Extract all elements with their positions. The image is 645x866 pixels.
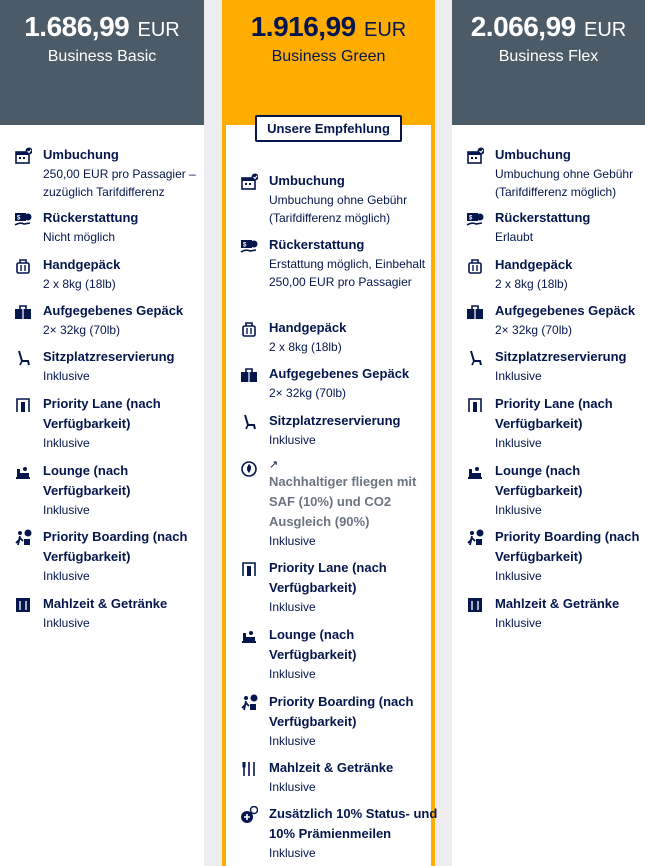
feature-item xyxy=(14,461,198,519)
meal-icon xyxy=(14,596,32,614)
rebook-icon xyxy=(240,173,258,191)
feature-description: Inklusive xyxy=(495,369,542,383)
lounge-icon xyxy=(14,463,32,481)
feature-item xyxy=(14,301,198,339)
checked-baggage-icon xyxy=(466,303,484,321)
refund-icon xyxy=(466,210,484,228)
feature-title: Rückerstattung xyxy=(269,237,365,252)
refund-icon xyxy=(240,237,258,255)
feature-item xyxy=(466,594,639,632)
svg-text:$: $ xyxy=(469,215,473,222)
feature-description: Inklusive xyxy=(269,433,316,447)
feature-description: Inklusive xyxy=(269,534,316,548)
feature-description: Umbuchung ohne Gebühr (Tarifdifferenz möglich) xyxy=(495,167,634,199)
feature-description: Inklusive xyxy=(269,600,316,614)
feature-description: Umbuchung ohne Gebühr (Tarifdifferenz möglich) xyxy=(269,193,408,225)
hand-luggage-icon xyxy=(466,257,484,275)
feature-title: Handgepäck xyxy=(495,257,573,272)
feature-description: Erstattung möglich, Einbehalt 250,00 EUR pro Passagier xyxy=(269,257,426,289)
feature-item xyxy=(466,301,639,339)
feature-item xyxy=(466,208,639,246)
feature-title: Handgepäck xyxy=(269,320,347,335)
seat-icon xyxy=(14,349,32,367)
feature-title: Priority Boarding (nach Verfügbarkeit) xyxy=(495,529,640,564)
rebook-icon xyxy=(14,147,32,165)
feature-item xyxy=(240,318,425,356)
fare-price: 1.916,99 EUR xyxy=(250,11,407,42)
fare-header[interactable] xyxy=(226,0,431,125)
feature-title: Aufgegebenes Gepäck xyxy=(269,366,410,381)
feature-item xyxy=(466,145,639,201)
feature-title: Sitzplatzreservierung xyxy=(495,349,627,364)
feature-title: Rückerstattung xyxy=(43,210,139,225)
fare-column-business-basic[interactable] xyxy=(0,0,204,866)
feature-item xyxy=(14,145,198,201)
feature-description: Inklusive xyxy=(495,436,542,450)
status-miles-icon xyxy=(240,806,258,824)
feature-item xyxy=(466,394,639,452)
recommendation-badge: Unsere Empfehlung xyxy=(255,115,402,142)
feature-title: Mahlzeit & Getränke xyxy=(269,760,394,775)
feature-title: Handgepäck xyxy=(43,257,121,272)
priority-boarding-icon xyxy=(240,694,258,712)
priority-boarding-icon xyxy=(14,529,32,547)
feature-description: Inklusive xyxy=(269,780,316,794)
lounge-icon xyxy=(240,627,258,645)
feature-description: Inklusive xyxy=(43,436,90,450)
fare-price: 2.066,99 EUR xyxy=(470,11,627,42)
feature-description: 2 x 8kg (18lb) xyxy=(495,277,568,291)
priority-boarding-icon xyxy=(466,529,484,547)
feature-description: 2× 32kg (70lb) xyxy=(43,323,121,337)
feature-title: Priority Boarding (nach Verfügbarkeit) xyxy=(269,694,414,729)
feature-description: 2 x 8kg (18lb) xyxy=(43,277,116,291)
feature-title: Umbuchung xyxy=(269,173,345,188)
external-link-icon[interactable]: ↗ xyxy=(269,459,279,471)
feature-item xyxy=(14,527,198,585)
sustainable-icon xyxy=(240,460,258,478)
feature-item xyxy=(240,625,425,683)
feature-description: 2 x 8kg (18lb) xyxy=(269,340,342,354)
feature-item xyxy=(466,347,639,385)
feature-item xyxy=(240,458,425,550)
feature-item xyxy=(240,411,425,449)
fare-name: Business Green xyxy=(271,48,386,65)
feature-title: Priority Lane (nach Verfügbarkeit) xyxy=(495,396,613,431)
feature-title: Lounge (nach Verfügbarkeit) xyxy=(269,627,357,662)
feature-item xyxy=(240,692,425,750)
fare-header[interactable] xyxy=(0,0,204,125)
fare-header[interactable] xyxy=(452,0,645,125)
feature-title[interactable]: Nachhaltiger fliegen mit SAF (10%) und CO2 Ausgleich (90%) xyxy=(269,474,417,529)
feature-title: Zusätzlich 10% Status- und 10% Prämienmeilen xyxy=(269,806,438,841)
fare-column-business-green[interactable] xyxy=(222,0,438,866)
feature-description: 2× 32kg (70lb) xyxy=(269,386,347,400)
feature-title: Aufgegebenes Gepäck xyxy=(43,303,184,318)
feature-description: 250,00 EUR pro Passagier – zuzüglich Tarifdifferenz xyxy=(43,167,196,199)
feature-description: Inklusive xyxy=(269,734,316,748)
feature-item xyxy=(240,235,425,291)
svg-text:$: $ xyxy=(17,215,21,222)
feature-item xyxy=(240,171,425,227)
feature-item xyxy=(240,364,425,402)
seat-icon xyxy=(466,349,484,367)
feature-item xyxy=(466,527,639,585)
feature-description: 2× 32kg (70lb) xyxy=(495,323,573,337)
feature-item xyxy=(14,394,198,452)
feature-description: Inklusive xyxy=(495,569,542,583)
feature-title: Lounge (nach Verfügbarkeit) xyxy=(495,463,583,498)
feature-description: Nicht möglich xyxy=(43,230,116,244)
feature-description: Erlaubt xyxy=(495,230,534,244)
fare-name: Business Basic xyxy=(47,48,157,65)
seat-icon xyxy=(240,413,258,431)
feature-title: Priority Lane (nach Verfügbarkeit) xyxy=(43,396,161,431)
feature-item xyxy=(240,558,425,616)
feature-item xyxy=(240,804,438,862)
checked-baggage-icon xyxy=(240,366,258,384)
feature-title: Sitzplatzreservierung xyxy=(269,413,401,428)
fare-column-business-flex[interactable] xyxy=(452,0,645,866)
feature-description: Inklusive xyxy=(495,503,542,517)
priority-lane-icon xyxy=(240,560,258,578)
feature-title: Umbuchung xyxy=(495,147,571,162)
feature-title: Priority Lane (nach Verfügbarkeit) xyxy=(269,560,387,595)
feature-description: Inklusive xyxy=(43,503,90,517)
feature-item xyxy=(14,255,198,293)
feature-title: Mahlzeit & Getränke xyxy=(495,596,620,611)
feature-description: Inklusive xyxy=(43,616,90,630)
feature-item xyxy=(14,594,198,632)
cutlery-icon xyxy=(240,760,258,778)
feature-description: Inklusive xyxy=(43,369,90,383)
lounge-icon xyxy=(466,463,484,481)
checked-baggage-icon xyxy=(14,303,32,321)
feature-title: Aufgegebenes Gepäck xyxy=(495,303,636,318)
priority-lane-icon xyxy=(14,396,32,414)
refund-icon xyxy=(14,210,32,228)
feature-title: Mahlzeit & Getränke xyxy=(43,596,168,611)
rebook-icon xyxy=(466,147,484,165)
fare-price: 1.686,99 EUR xyxy=(24,11,180,42)
priority-lane-icon xyxy=(466,396,484,414)
feature-title: Rückerstattung xyxy=(495,210,591,225)
feature-item xyxy=(14,347,198,385)
feature-title: Umbuchung xyxy=(43,147,119,162)
feature-title: Sitzplatzreservierung xyxy=(43,349,175,364)
feature-description: Inklusive xyxy=(43,569,90,583)
feature-title: Priority Boarding (nach Verfügbarkeit) xyxy=(43,529,188,564)
feature-item xyxy=(14,208,198,246)
feature-description: Inklusive xyxy=(269,846,316,860)
feature-description: Inklusive xyxy=(495,616,542,630)
meal-icon xyxy=(466,596,484,614)
hand-luggage-icon xyxy=(240,320,258,338)
feature-item xyxy=(466,461,639,519)
hand-luggage-icon xyxy=(14,257,32,275)
feature-item xyxy=(240,758,425,796)
feature-item xyxy=(466,255,639,293)
feature-title: Lounge (nach Verfügbarkeit) xyxy=(43,463,131,498)
fare-name: Business Flex xyxy=(498,48,599,65)
feature-description: Inklusive xyxy=(269,667,316,681)
svg-text:$: $ xyxy=(243,242,247,249)
